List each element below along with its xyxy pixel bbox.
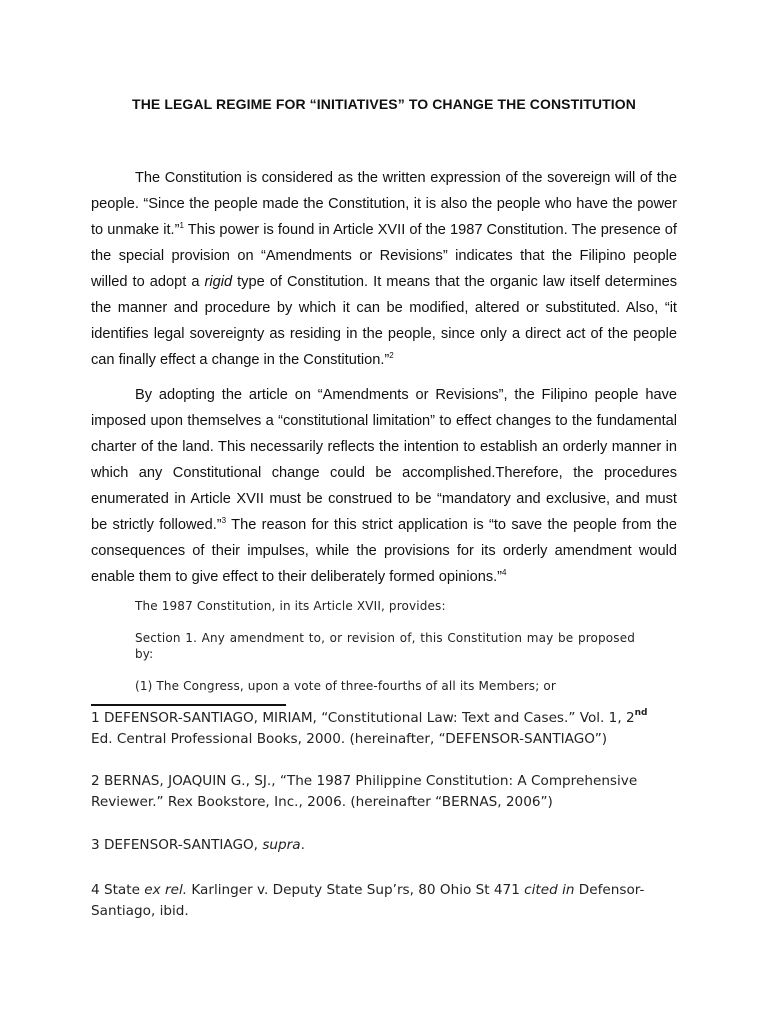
document-title: THE LEGAL REGIME FOR “INITIATIVES” TO CHANGE THE CONSTITUTION [132, 96, 636, 112]
paragraph-1-text-b: This power is found in Article XVII of the 1987 Constitution. The presence of the special provision on “Amendments or Revisions” indicates that the Filipino people willed to adopt a [91, 222, 677, 290]
quote-section-1: Section 1. Any amendment to, or revision of, this Constitution may be proposed by: [135, 631, 635, 661]
footnote-4-ex-rel: ex rel. [144, 882, 188, 898]
footnote-1-ordinal: nd [634, 708, 648, 718]
footnote-ref-3: 3 [221, 516, 227, 525]
paragraph-2-text-a: By adopting the article on “Amendments or Revisions”, the Filipino people have imposed upon themselves a “constitutional limitation” to effect changes to the fundamental charter of the land. This necessarily reflects the intention to establish an orderly manner in which any Constitutional change could be accomplished.Therefore, the procedures enumerated in Article XVII must be construed to be “mandatory and exclusive, and must be strictly followed.” [91, 387, 677, 533]
footnote-ref-1: 1 [179, 221, 184, 230]
footnote-1 [91, 708, 661, 750]
footnote-3 [91, 835, 661, 856]
paragraph-2 [91, 382, 677, 590]
footnote-3-text-a: 3 DEFENSOR-SANTIAGO, [91, 837, 263, 853]
paragraph-1 [91, 165, 677, 373]
footnote-3-text-b: . [300, 837, 305, 853]
footnote-2: 2 BERNAS, JOAQUIN G., SJ., “The 1987 Philippine Constitution: A Comprehensive Reviewer.” Rex Bookstore, Inc., 2006. (hereinafter “BERNAS, 2006”) [91, 773, 638, 810]
footnote-ref-4: 4 [502, 568, 507, 577]
rigid-emphasis: rigid [204, 274, 233, 290]
paragraph-1-text-a: The Constitution is considered as the written expression of the sovereign will of the people. “Since the people made the Constitution, it is also the people who have the power to unmake it.” [91, 170, 677, 238]
paragraph-2-text-b: The reason for this strict application is “to save the people from the consequences of their impulses, while the provisions for its orderly amendment would enable them to give effect to their deliberately formed opinions.” [91, 517, 677, 585]
footnote-ref-2: 2 [389, 351, 394, 360]
footnote-3-supra: supra [262, 837, 301, 853]
footnote-4-text-a: 4 State [91, 882, 145, 898]
quote-intro: The 1987 Constitution, in its Article XVII, provides: [135, 599, 446, 613]
paragraph-1-text-c: type of Constitution. It means that the organic law itself determines the manner and procedure by which it can be modified, altered or substituted. Also, “it identifies legal sovereignty as residing in the people, since only a direct act of the people can finally effect a change in the Constitution.” [91, 274, 677, 368]
footnote-4 [91, 880, 661, 922]
footnote-separator [91, 704, 286, 706]
footnote-1-text-b: Ed. Central Professional Books, 2000. (hereinafter, “DEFENSOR-SANTIAGO”) [91, 731, 608, 747]
footnote-4-text-c: Defensor-Santiago, ibid. [91, 882, 645, 919]
footnote-4-cited-in: cited in [524, 882, 575, 898]
footnote-4-text-b: Karlinger v. Deputy State Sup’rs, 80 Ohio St 471 [187, 882, 525, 898]
quote-item-1: (1) The Congress, upon a vote of three-fourths of all its Members; or [135, 679, 556, 693]
footnote-1-text-a: 1 DEFENSOR-SANTIAGO, MIRIAM, “Constitutional Law: Text and Cases.” Vol. 1, 2 [91, 710, 635, 726]
